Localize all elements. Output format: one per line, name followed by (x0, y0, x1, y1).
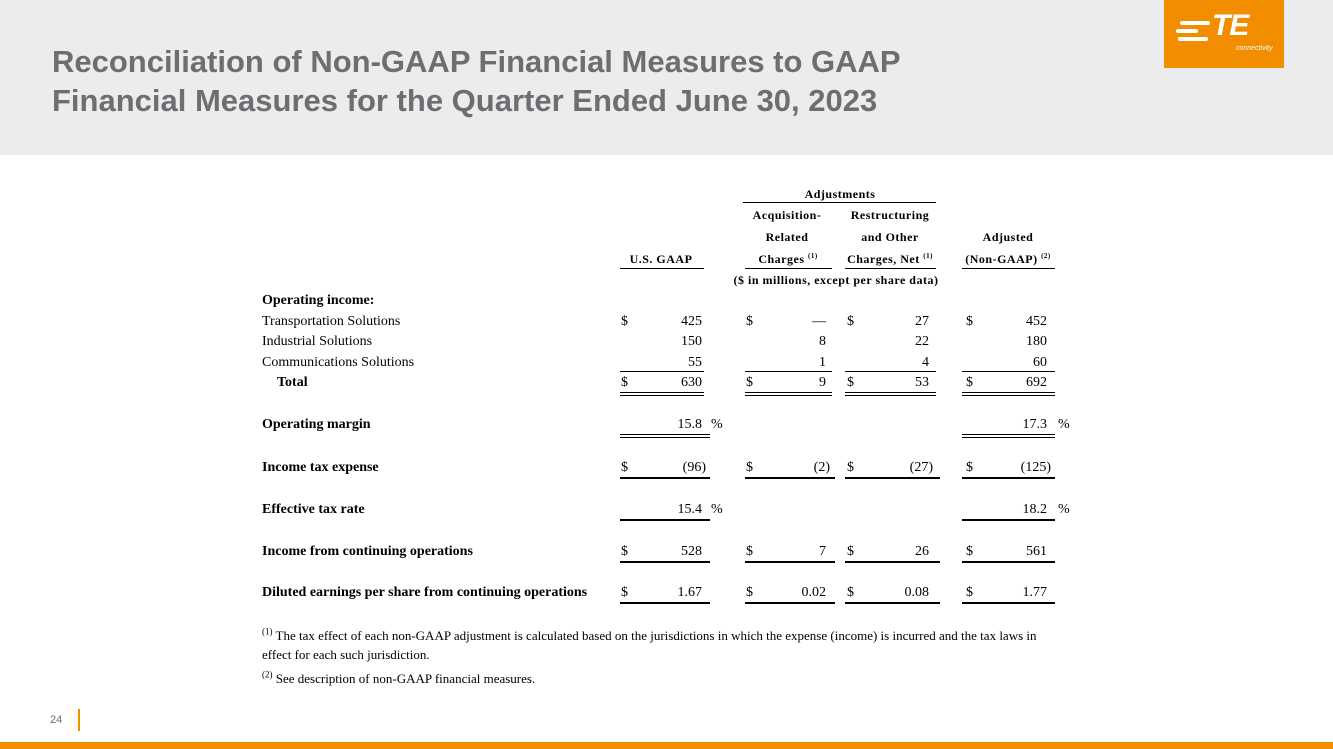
tax-underline (620, 477, 710, 479)
currency-symbol: $ (621, 544, 628, 559)
adjustments-header: Adjustments (804, 187, 876, 201)
currency-symbol: $ (746, 544, 753, 559)
cell-gaap-tax-expense: (96) (682, 460, 706, 475)
tax-underline (845, 477, 940, 479)
currency-symbol: $ (746, 314, 753, 329)
total-double-line (962, 392, 1055, 396)
currency-symbol: $ (621, 460, 628, 475)
percent-symbol: % (1058, 502, 1070, 517)
col-acq-underline (745, 268, 832, 269)
footer-accent-bar (0, 742, 1333, 749)
total-double-line (620, 392, 704, 396)
tax-underline (745, 477, 835, 479)
cell-adj-income-cont: 561 (1026, 544, 1047, 559)
income-underline (845, 561, 940, 563)
rate-underline (962, 519, 1055, 521)
section-operating-income: Operating income: (262, 293, 375, 308)
currency-symbol: $ (966, 460, 973, 475)
page-number-separator (78, 709, 80, 731)
cell-acq-industrial: 8 (819, 334, 826, 349)
cell-acq-transportation: — (812, 314, 826, 329)
cell-gaap-communications: 55 (688, 355, 702, 370)
eps-underline (845, 602, 940, 604)
page-title (52, 42, 901, 120)
logo-bars-icon (1176, 21, 1208, 45)
currency-symbol: $ (966, 544, 973, 559)
total-double-line (745, 392, 832, 396)
cell-adj-tax-rate: 18.2 (1022, 502, 1047, 517)
rate-underline (620, 519, 710, 521)
currency-symbol: $ (966, 314, 973, 329)
col-gaap: U.S. GAAP (629, 252, 693, 266)
cell-adj-industrial: 180 (1026, 334, 1047, 349)
col-acq-line2: Related (765, 230, 809, 244)
col-gaap-underline (620, 268, 704, 269)
cell-acq-tax-expense: (2) (813, 460, 830, 475)
tax-underline (962, 477, 1055, 479)
page-number: 24 (50, 714, 63, 726)
margin-double-line (962, 434, 1055, 438)
cell-acq-communications: 1 (819, 355, 826, 370)
currency-symbol: $ (966, 585, 973, 600)
total-double-line (845, 392, 936, 396)
cell-restr-income-cont: 26 (915, 544, 929, 559)
footnote-2: $^{(2)}$ See description of non-GAAP financial measures. (262, 669, 536, 686)
col-restr-line2: and Other (861, 230, 919, 244)
currency-symbol: $ (847, 544, 854, 559)
page-title-line-1: Reconciliation of Non-GAAP Financial Measures to GAAP (52, 44, 901, 79)
currency-symbol: $ (847, 314, 854, 329)
eps-underline (620, 602, 710, 604)
cell-gaap-income-cont: 528 (681, 544, 702, 559)
logo-tagline: connectivity (1236, 45, 1273, 52)
cell-restr-eps: 0.08 (904, 585, 929, 600)
cell-adj-transportation: 452 (1026, 314, 1047, 329)
adjustments-underline (743, 202, 936, 203)
cell-restr-communications: 4 (922, 355, 929, 370)
cell-gaap-industrial: 150 (681, 334, 702, 349)
currency-symbol: $ (746, 585, 753, 600)
row-label-income-cont: Income from continuing operations (262, 544, 473, 559)
cell-gaap-eps: 1.67 (677, 585, 702, 600)
percent-symbol: % (711, 502, 723, 517)
footnote-1: $^{(1)}$ The tax effect of each non-GAAP adjustment is calculated based on the jurisdictions in which the expense (income) is incurred and the tax laws in effect for each such jurisdiction. (262, 626, 1037, 662)
col-acq-line3: Charges $^{(1)}$ (758, 252, 818, 266)
te-connectivity-logo (1164, 0, 1284, 68)
cell-gaap-tax-rate: 15.4 (677, 502, 702, 517)
row-label-op-margin: Operating margin (262, 417, 371, 432)
income-underline (620, 561, 710, 563)
currency-symbol: $ (847, 585, 854, 600)
currency-symbol: $ (621, 375, 628, 390)
subtotal-line (620, 371, 704, 372)
cell-restr-total: 53 (915, 375, 929, 390)
subtotal-line (845, 371, 936, 372)
row-label-tax-expense: Income tax expense (262, 460, 379, 475)
logo-brand: TE (1212, 9, 1249, 42)
row-label-eps: Diluted earnings per share from continuing operations (262, 585, 588, 600)
subtotal-line (745, 371, 832, 372)
income-underline (962, 561, 1055, 563)
currency-symbol: $ (746, 460, 753, 475)
currency-symbol: $ (847, 460, 854, 475)
row-label-transportation: Transportation Solutions (262, 314, 401, 329)
cell-gaap-transportation: 425 (681, 314, 702, 329)
row-label-tax-rate: Effective tax rate (262, 502, 365, 517)
subtotal-line (962, 371, 1055, 372)
col-adj-line1: Adjusted (982, 230, 1034, 244)
cell-acq-income-cont: 7 (819, 544, 826, 559)
col-adj-underline (962, 268, 1055, 269)
cell-restr-tax-expense: (27) (909, 460, 933, 475)
row-label-communications: Communications Solutions (262, 355, 415, 370)
row-label-total: Total (277, 375, 308, 390)
currency-symbol: $ (621, 314, 628, 329)
eps-underline (962, 602, 1055, 604)
cell-gaap-op-margin: 15.8 (677, 417, 702, 432)
income-underline (745, 561, 835, 563)
cell-acq-total: 9 (819, 375, 826, 390)
col-adj-line2: (Non-GAAP) $^{(2)}$ (965, 252, 1051, 266)
percent-symbol: % (711, 417, 723, 432)
col-restr-line3: Charges, Net $^{(1)}$ (847, 252, 933, 266)
cell-restr-industrial: 22 (915, 334, 929, 349)
percent-symbol: % (1058, 417, 1070, 432)
col-acq-line1: Acquisition- (752, 208, 822, 222)
col-restr-line1: Restructuring (850, 208, 930, 222)
currency-symbol: $ (966, 375, 973, 390)
cell-acq-eps: 0.02 (801, 585, 826, 600)
col-restr-underline (845, 268, 936, 269)
cell-adj-communications: 60 (1033, 355, 1047, 370)
margin-double-line (620, 434, 710, 438)
cell-restr-transportation: 27 (915, 314, 929, 329)
cell-adj-op-margin: 17.3 (1022, 417, 1047, 432)
currency-symbol: $ (746, 375, 753, 390)
page-title-line-2: Financial Measures for the Quarter Ended June 30, 2023 (52, 83, 878, 118)
cell-adj-tax-expense: (125) (1020, 460, 1051, 475)
currency-symbol: $ (621, 585, 628, 600)
cell-adj-total: 692 (1026, 375, 1047, 390)
cell-adj-eps: 1.77 (1022, 585, 1047, 600)
row-label-industrial: Industrial Solutions (262, 334, 373, 349)
units-note: ($ in millions, except per share data) (733, 273, 939, 287)
cell-gaap-total: 630 (681, 375, 702, 390)
eps-underline (745, 602, 835, 604)
currency-symbol: $ (847, 375, 854, 390)
